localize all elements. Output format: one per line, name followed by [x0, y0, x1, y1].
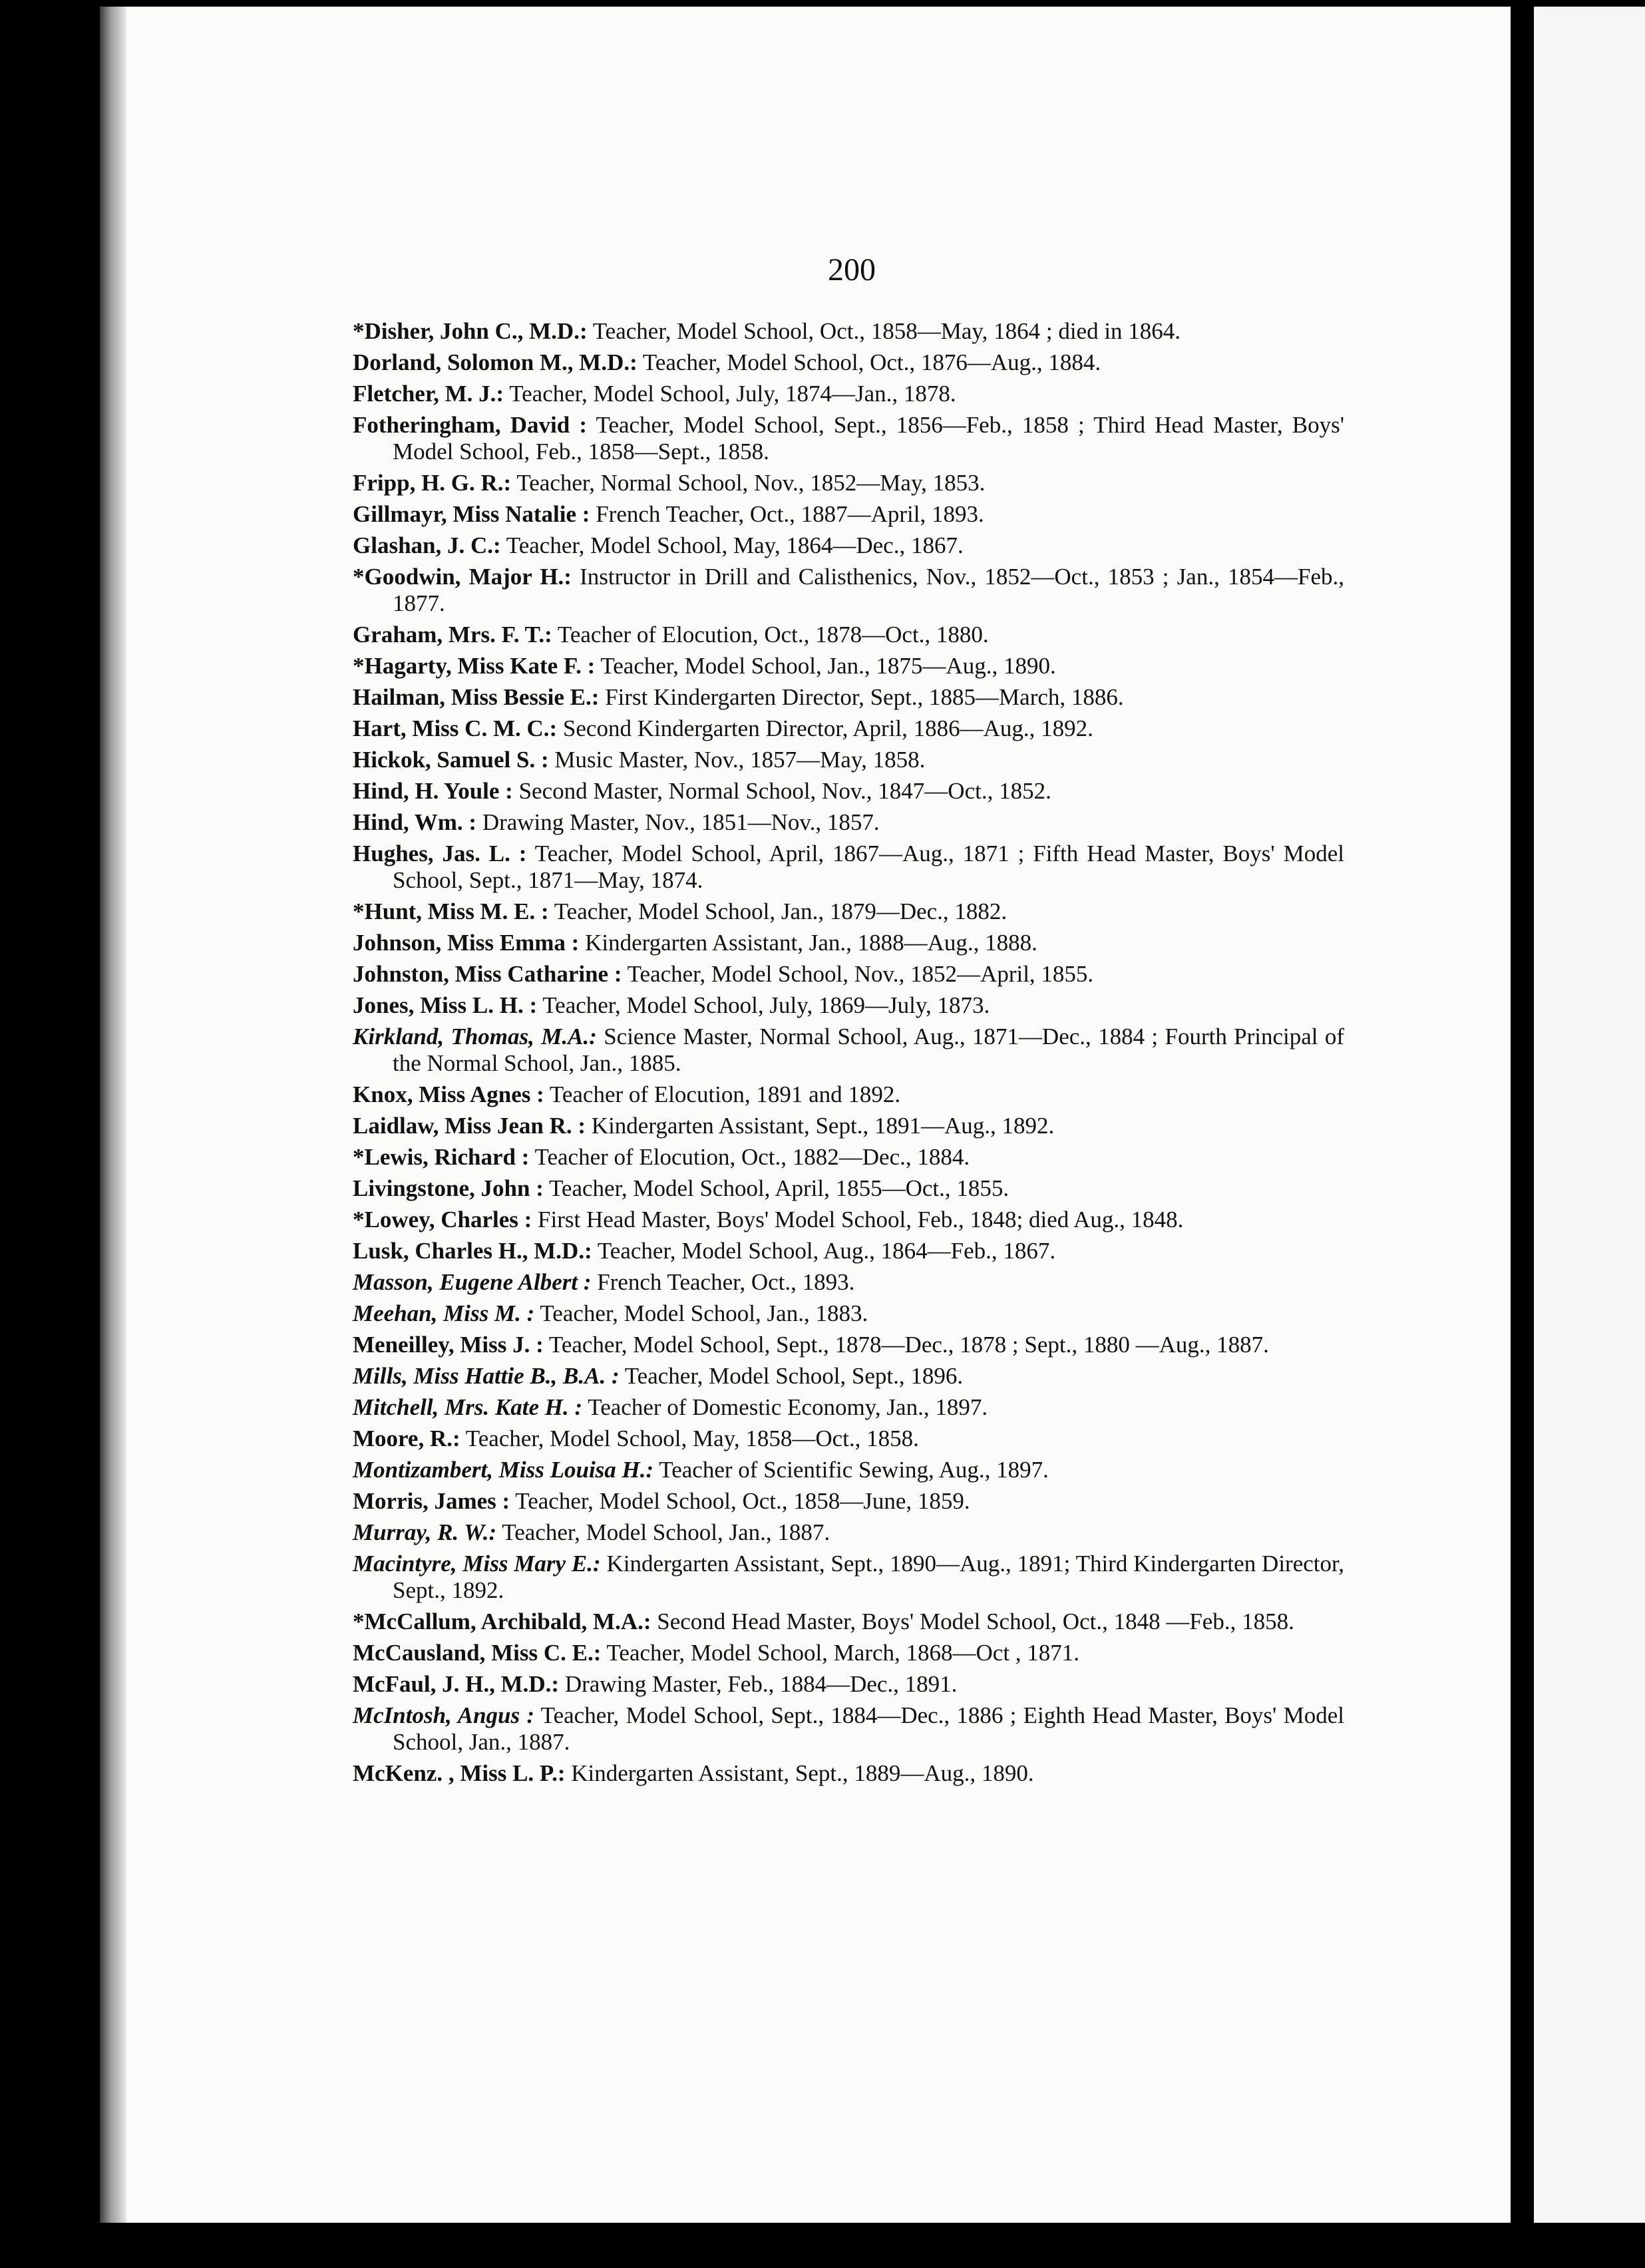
entry-name: Morris, James : [353, 1488, 510, 1514]
entry-description: Teacher, Model School, Oct., 1858—June, 1859. [510, 1488, 970, 1514]
entry-description: Kindergarten Assistant, Jan., 1888—Aug., 1888. [579, 930, 1037, 956]
entry-description: Teacher, Model School, Oct., 1858—May, 1864 ; died in 1864. [587, 318, 1181, 344]
list-item [353, 1457, 1344, 1483]
entry-description: Teacher, Model School, July, 1869—July, 1873. [537, 992, 990, 1018]
entry-description: Teacher of Elocution, 1891 and 1892. [544, 1081, 901, 1107]
entry-description: Kindergarten Assistant, Sept., 1889—Aug., 1890. [565, 1760, 1034, 1786]
list-item [353, 961, 1344, 988]
page-number: 200 [828, 252, 876, 287]
list-item [353, 1702, 1344, 1756]
staff-entries-list [353, 318, 1344, 1792]
entry-name: McKenz. , Miss L. P.: [353, 1760, 566, 1786]
list-item [353, 1394, 1344, 1421]
list-item [353, 1144, 1344, 1171]
list-item [353, 1269, 1344, 1296]
binding-shadow [100, 7, 126, 2223]
list-item [353, 564, 1344, 617]
entry-name: Lusk, Charles H., M.D.: [353, 1238, 592, 1264]
list-item [353, 1760, 1344, 1787]
list-item [353, 992, 1344, 1019]
list-item [353, 1332, 1344, 1358]
entry-name: Fletcher, M. J.: [353, 381, 504, 407]
list-item [353, 1300, 1344, 1327]
entry-description: Teacher, Model School, Jan., 1883. [534, 1300, 868, 1326]
entry-description: Teacher of Scientific Sewing, Aug., 1897. [653, 1457, 1049, 1483]
list-item [353, 381, 1344, 407]
entry-name: Mitchell, Mrs. Kate H. : [353, 1394, 583, 1420]
entry-description: Teacher, Model School, Sept., 1878—Dec., 1878 ; Sept., 1880 —Aug., 1887. [543, 1332, 1269, 1358]
list-item [353, 1238, 1344, 1264]
facing-page-edge [1534, 7, 1645, 2223]
entry-name: Glashan, J. C.: [353, 532, 501, 558]
list-item [353, 930, 1344, 956]
entry-name: *Goodwin, Major H.: [353, 564, 572, 590]
entry-description: Drawing Master, Feb., 1884—Dec., 1891. [559, 1671, 958, 1697]
entry-name: Moore, R.: [353, 1425, 460, 1451]
list-item [353, 1425, 1344, 1452]
list-item [353, 318, 1344, 345]
list-item [353, 622, 1344, 648]
list-item [353, 470, 1344, 496]
entry-description: Teacher of Elocution, Oct., 1882—Dec., 1884. [529, 1144, 970, 1170]
entry-name: Murray, R. W.: [353, 1519, 497, 1545]
entry-description: Teacher, Model School, April, 1855—Oct., 1855. [543, 1175, 1009, 1201]
entry-name: Hailman, Miss Bessie E.: [353, 684, 600, 710]
entry-name: Hind, Wm. : [353, 809, 477, 835]
entry-description: First Head Master, Boys' Model School, Feb., 1848; died Aug., 1848. [532, 1207, 1184, 1232]
entry-name: Livingstone, John : [353, 1175, 544, 1201]
entry-description: Instructor in Drill and Calisthenics, Nov., 1852—Oct., 1853 ; Jan., 1854—Feb., 1877. [393, 564, 1344, 616]
list-item [353, 1640, 1344, 1666]
entry-name: Hart, Miss C. M. C.: [353, 715, 558, 741]
entry-name: Hickok, Samuel S. : [353, 747, 549, 773]
entry-name: Montizambert, Miss Louisa H.: [353, 1457, 654, 1483]
entry-name: Hughes, Jas. L. : [353, 841, 527, 866]
entry-description: Second Kindergarten Director, April, 1886—Aug., 1892. [557, 715, 1093, 741]
entry-name: *Hunt, Miss M. E. : [353, 898, 549, 924]
entry-description: Teacher, Normal School, Nov., 1852—May, 1853. [511, 470, 986, 496]
list-item [353, 898, 1344, 925]
entry-description: Teacher, Model School, Aug., 1864—Feb., 1867. [592, 1238, 1056, 1264]
entry-name: Fripp, H. G. R.: [353, 470, 512, 496]
entry-name: Masson, Eugene Albert : [353, 1269, 592, 1295]
entry-name: Meneilley, Miss J. : [353, 1332, 544, 1358]
list-item [353, 1175, 1344, 1202]
entry-description: French Teacher, Oct., 1887—April, 1893. [590, 501, 984, 527]
entry-description: Teacher of Domestic Economy, Jan., 1897. [582, 1394, 988, 1420]
list-item [353, 684, 1344, 711]
entry-description: Teacher, Model School, March, 1868—Oct , 1871. [601, 1640, 1080, 1666]
entry-name: Jones, Miss L. H. : [353, 992, 538, 1018]
entry-name: Dorland, Solomon M., M.D.: [353, 349, 638, 375]
list-item [353, 1519, 1344, 1546]
entry-description: First Kindergarten Director, Sept., 1885—March, 1886. [599, 684, 1124, 710]
entry-name: Gillmayr, Miss Natalie : [353, 501, 590, 527]
list-item [353, 1207, 1344, 1233]
list-item [353, 1081, 1344, 1108]
entry-name: Johnston, Miss Catharine : [353, 961, 622, 987]
entry-name: McCausland, Miss C. E.: [353, 1640, 602, 1666]
entry-description: Teacher, Model School, Sept., 1896. [619, 1363, 964, 1389]
entry-name: *Disher, John C., M.D.: [353, 318, 588, 344]
entry-description: Teacher of Elocution, Oct., 1878—Oct., 1880. [552, 622, 989, 648]
entry-description: Teacher, Model School, Nov., 1852—April, 1855. [622, 961, 1094, 987]
entry-name: McFaul, J. H., M.D.: [353, 1671, 560, 1697]
entry-name: Johnson, Miss Emma : [353, 930, 580, 956]
entry-description: Kindergarten Assistant, Sept., 1890—Aug., 1891; Third Kindergarten Director, Sept., 1892. [393, 1551, 1344, 1603]
entry-name: Macintyre, Miss Mary E.: [353, 1551, 601, 1577]
entry-description: Teacher, Model School, Jan., 1887. [496, 1519, 830, 1545]
list-item [353, 715, 1344, 742]
entry-name: *Lowey, Charles : [353, 1207, 532, 1232]
list-item [353, 1671, 1344, 1698]
entry-description: Teacher, Model School, Sept., 1856—Feb., 1858 ; Third Head Master, Boys' Model School, Feb., 1858—Sept., 1858. [393, 412, 1344, 465]
entry-name: *McCallum, Archibald, M.A.: [353, 1608, 651, 1634]
list-item [353, 532, 1344, 559]
entry-name: McIntosh, Angus : [353, 1702, 535, 1728]
entry-name: Kirkland, Thomas, M.A.: [353, 1024, 597, 1049]
entry-description: Music Master, Nov., 1857—May, 1858. [548, 747, 926, 773]
entry-name: Meehan, Miss M. : [353, 1300, 535, 1326]
list-item [353, 653, 1344, 679]
list-item [353, 1024, 1344, 1077]
list-item [353, 1608, 1344, 1635]
entry-description: Teacher, Model School, May, 1858—Oct., 1858. [460, 1425, 919, 1451]
entry-description: Teacher, Model School, April, 1867—Aug., 1871 ; Fifth Head Master, Boys' Model School, Sept., 1871—May, 1874. [393, 841, 1344, 893]
entry-name: Graham, Mrs. F. T.: [353, 622, 552, 648]
entry-description: Second Head Master, Boys' Model School, Oct., 1848 —Feb., 1858. [651, 1608, 1294, 1634]
entry-description: Teacher, Model School, July, 1874—Jan., 1878. [504, 381, 956, 407]
entry-description: Teacher, Model School, Oct., 1876—Aug., 1884. [637, 349, 1101, 375]
entry-name: *Hagarty, Miss Kate F. : [353, 653, 596, 679]
entry-description: Drawing Master, Nov., 1851—Nov., 1857. [476, 809, 880, 835]
list-item [353, 501, 1344, 528]
list-item [353, 809, 1344, 836]
entry-description: French Teacher, Oct., 1893. [591, 1269, 855, 1295]
entry-name: Laidlaw, Miss Jean R. : [353, 1113, 586, 1139]
entry-name: *Lewis, Richard : [353, 1144, 530, 1170]
entry-name: Hind, H. Youle : [353, 778, 513, 804]
entry-name: Mills, Miss Hattie B., B.A. : [353, 1363, 620, 1389]
entry-name: Fotheringham, David : [353, 412, 588, 438]
list-item [353, 1363, 1344, 1390]
entry-description: Teacher, Model School, May, 1864—Dec., 1867. [500, 532, 964, 558]
list-item [353, 778, 1344, 805]
entry-name: Knox, Miss Agnes : [353, 1081, 544, 1107]
list-item [353, 1113, 1344, 1139]
entry-description: Second Master, Normal School, Nov., 1847—Oct., 1852. [512, 778, 1051, 804]
list-item [353, 1488, 1344, 1515]
list-item [353, 412, 1344, 465]
list-item [353, 349, 1344, 376]
list-item [353, 1551, 1344, 1604]
entry-description: Teacher, Model School, Jan., 1875—Aug., 1890. [595, 653, 1056, 679]
list-item [353, 747, 1344, 773]
list-item [353, 841, 1344, 894]
entry-description: Teacher, Model School, Jan., 1879—Dec., 1882. [548, 898, 1007, 924]
entry-description: Science Master, Normal School, Aug., 1871—Dec., 1884 ; Fourth Principal of the Normal School, Jan., 1885. [393, 1024, 1344, 1076]
entry-description: Teacher, Model School, Sept., 1884—Dec., 1886 ; Eighth Head Master, Boys' Model School, Jan., 1887. [393, 1702, 1344, 1755]
entry-description: Kindergarten Assistant, Sept., 1891—Aug., 1892. [586, 1113, 1055, 1139]
